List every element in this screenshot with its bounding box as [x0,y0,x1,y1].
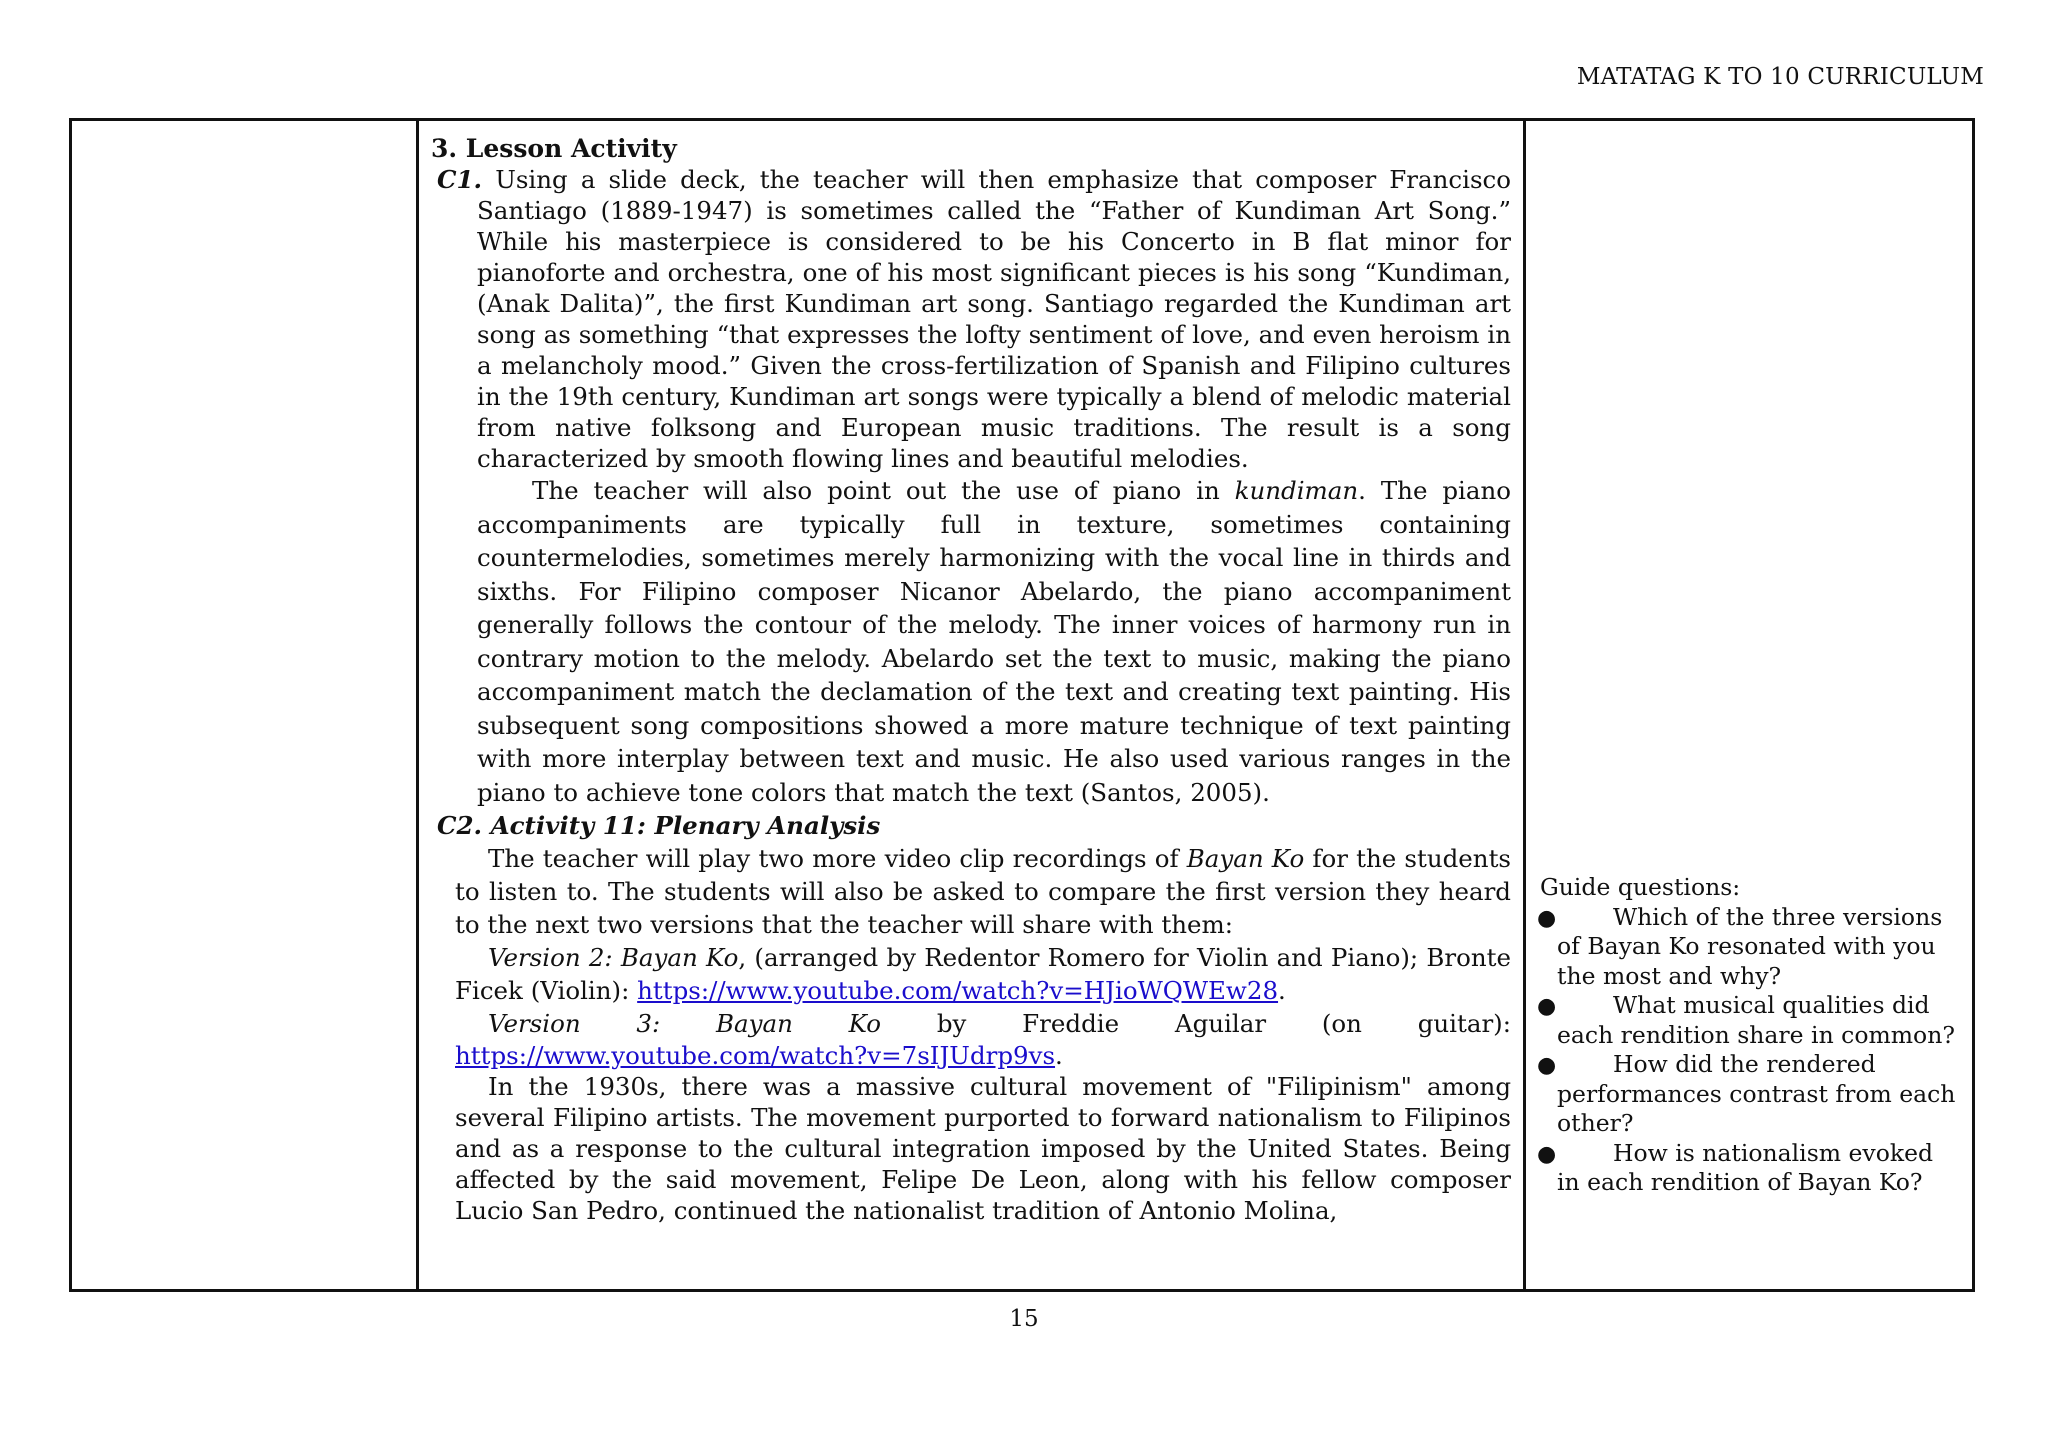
curriculum-header: MATATAG K TO 10 CURRICULUM [1576,64,1984,90]
bullet-icon: ● [1537,1053,1557,1078]
c1-piano-paragraph [477,474,1511,809]
guide-question [1537,1138,1958,1198]
page-number: 15 [1009,1306,1039,1332]
lesson-content-column [419,121,1526,1289]
bullet-icon: ● [1537,994,1557,1019]
version-2-text: , (arranged by Redentor Romero for Violin and Piano); Bronte Ficek (Violin): [455,943,1511,1005]
c2-intro-start: The teacher will play two more video clip recordings of [488,844,1187,873]
kundiman-term: kundiman [1234,476,1359,505]
guide-question-text: What musical qualities did each rendition share in common? [1557,991,1955,1049]
filipinism-paragraph: In the 1930s, there was a massive cultural movement of "Filipinism" among several Filipino artists. The movement purported to forward nationalism to Filipinos and as a response to the cultural integration imposed by the United States. Being affected by the said movement, Felipe De Leon, along with his fellow composer Lucio San Pedro, continued the nationalist tradition of Antonio Molina, [455,1072,1511,1225]
guide-column [1526,121,1972,1289]
c1-paragraph [437,164,1511,474]
c1-text: Using a slide deck, the teacher will then emphasize that composer Francisco Santiago (1889-1947) is sometimes called the “Father of Kundiman Art Song.” While his masterpiece is considered to be his Concerto in B flat minor for pianoforte and orchestra, one of his most significant pieces is his song “Kundiman, (Anak Dalita)”, the first Kundiman art song. Santiago regarded the Kundiman art song as something “that expresses the lofty sentiment of love, and even heroism in a melancholy mood.” Given the cross-fertilization of Spanish and Filipino cultures in the 19th century, Kundiman art songs were typically a blend of melodic material from native folksong and European music traditions. The result is a song characterized by smooth flowing lines and beautiful melodies. [477,165,1511,473]
c2-intro-paragraph [455,842,1511,941]
version-2-title: Version 2: Bayan Ko [488,943,739,972]
guide-questions [1537,873,1958,1198]
version-2-link[interactable]: https://www.youtube.com/watch?v=HJioWQWEw28 [637,976,1279,1005]
version-2-end: . [1278,976,1286,1005]
c2-intro-end: for the students to listen to. The students will also be asked to compare the first version they heard to the next two versions that the teacher will share with them: [455,844,1511,939]
c2-heading: C2. Activity 11: Plenary Analysis [437,811,881,840]
guide-title: Guide questions: [1540,873,1741,901]
version-3-link[interactable]: https://www.youtube.com/watch?v=7sIJUdrp9vs [455,1041,1056,1070]
version-2-paragraph [455,941,1511,1007]
version-3-end: . [1055,1041,1063,1070]
bullet-icon: ● [1537,905,1557,931]
c1-piano-text-end: . The piano accompaniments are typically full in texture, sometimes containing countermelodies, sometimes merely harmonizing with the vocal line in thirds and sixths. For Filipino composer Nicanor Abelardo, the piano accompaniment generally follows the contour of the melody. The inner voices of harmony run in contrary motion to the melody. Abelardo set the text to music, making the piano accompaniment match the declamation of the text and creating text painting. His subsequent song compositions showed a more mature technique of text painting with more interplay between text and music. He also used various ranges in the piano to achieve tone colors that match the text (Santos, 2005). [477,476,1511,807]
c1-label: C1. [437,165,483,194]
lesson-table [69,118,1975,1292]
bullet-icon: ● [1537,1141,1557,1167]
version-3-text: by Freddie Aguilar (on guitar): [881,1009,1511,1038]
guide-question-text: How did the rendered performances contrast from each other? [1557,1050,1956,1137]
version-3-link-line [455,1040,1511,1071]
guide-question-text: Which of the three versions of Bayan Ko resonated with you the most and why? [1557,902,1943,990]
guide-question [1537,902,1958,992]
c1-piano-text-start: The teacher will also point out the use of piano in [532,476,1235,505]
bayan-ko-title: Bayan Ko [1186,844,1305,873]
guide-question-text: How is nationalism evoked in each rendition of Bayan Ko? [1557,1138,1934,1196]
guide-question [1537,1050,1958,1139]
lesson-activity-heading: 3. Lesson Activity [431,134,677,163]
version-3-title: Version 3: Bayan Ko [488,1009,882,1038]
left-column [72,121,419,1289]
guide-question [1537,991,1958,1050]
version-3-paragraph [455,1007,1511,1040]
